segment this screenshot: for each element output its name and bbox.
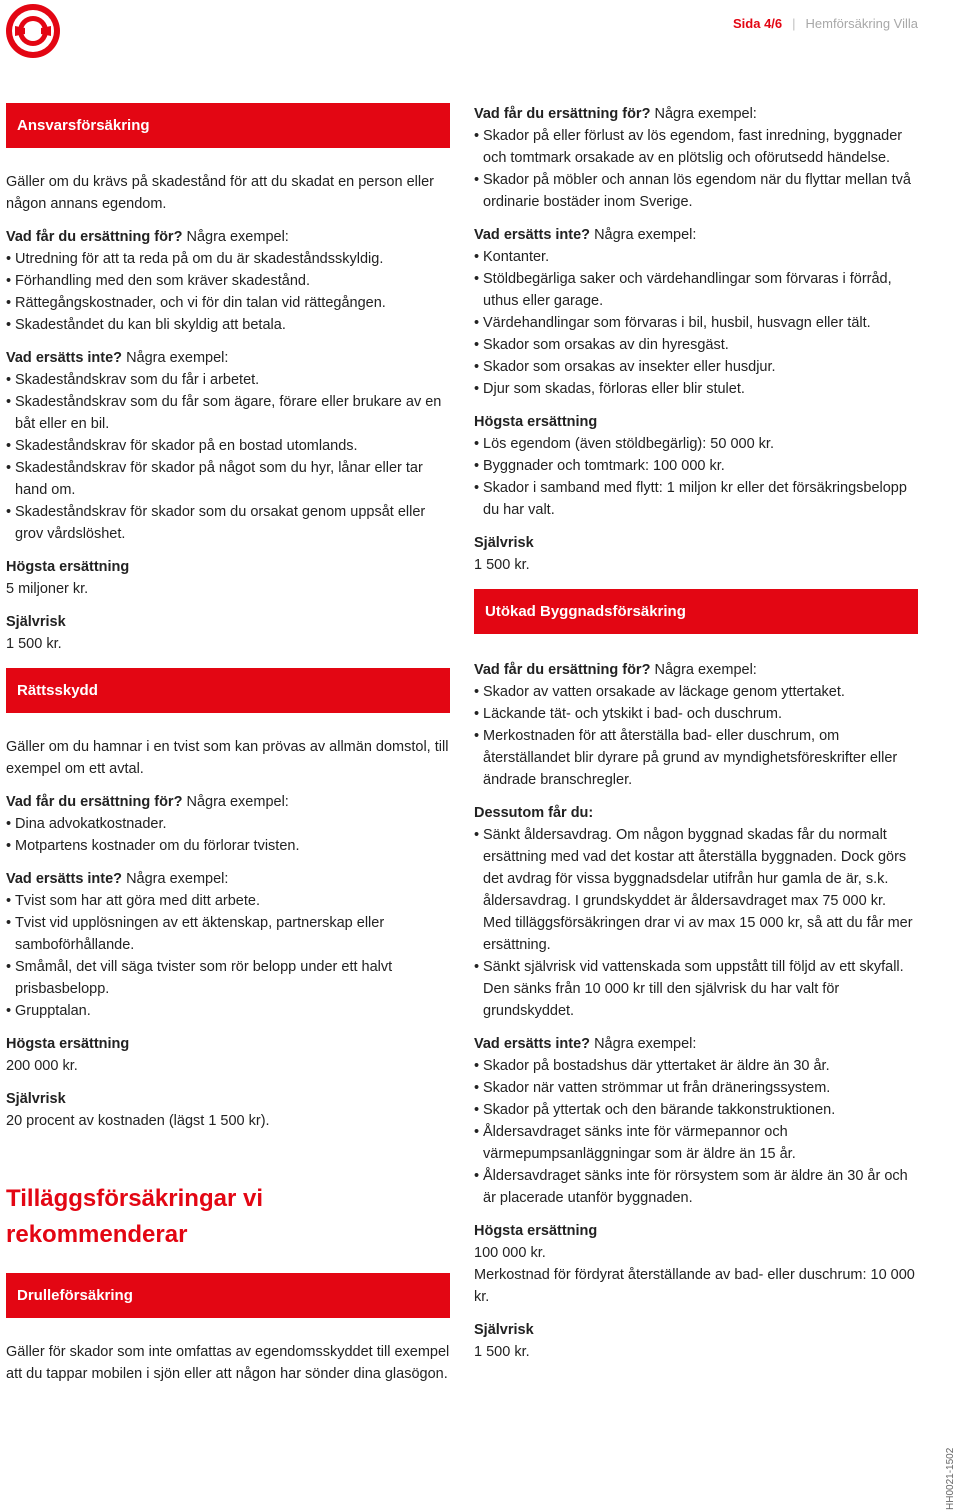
drulle-covered: Vad får du ersättning för? Några exempel: • Skador på eller förlust av lös egendom, fast inredning, byggnader och tomtmark orsakade av en plötslig och oförutsedd händelse. • Skador på möbler och annan lös egendom när du flyttar mellan två ordinarie bostäder inom Sverige. (474, 103, 918, 213)
document-code: HH0021-1502 (945, 1447, 956, 1510)
list-item: • Värdehandlingar som förvaras i bil, husbil, husvagn eller tält. (474, 312, 918, 334)
list-item: • Skador i samband med flytt: 1 miljon kr eller det försäkringsbelopp du har valt. (474, 477, 918, 521)
section-banner-drulle: Drulleförsäkring (6, 1273, 450, 1318)
drulle-max: Högsta ersättning • Lös egendom (även stöldbegärlig): 50 000 kr. • Byggnader och tomtmark: 100 000 kr. • Skador i samband med flytt: 1 miljon kr eller det försäkringsbelopp du har valt. (474, 411, 918, 521)
list-item: • Skador på möbler och annan lös egendom när du flyttar mellan två ordinarie bostäder inom Sverige. (474, 169, 918, 213)
list-item: • Förhandling med den som kräver skadestånd. (6, 270, 450, 292)
ratt-excluded: Vad ersätts inte? Några exempel: • Tvist som har att göra med ditt arbete. • Tvist vid upplösningen av ett äktenskap, partnerskap eller samboförhållande. • Småmål, det vill säga tvister som rör belopp under ett halvt prisbasbelopp. • Grupptalan. (6, 868, 450, 1022)
list-item: • Skador som orsakas av din hyresgäst. (474, 334, 918, 356)
list-item: • Rättegångskostnader, och vi för din talan vid rättegången. (6, 292, 450, 314)
product-name: Hemförsäkring Villa (805, 16, 918, 31)
list-item: • Skador när vatten strömmar ut från dräneringssystem. (474, 1077, 918, 1099)
list-item: • Tvist som har att göra med ditt arbete. (6, 890, 450, 912)
list-item: • Djur som skadas, förloras eller blir stulet. (474, 378, 918, 400)
ratt-covered: Vad får du ersättning för? Några exempel: • Dina advokatkostnader. • Motpartens kostnader om du förlorar tvisten. (6, 791, 450, 857)
drulle-deductible: Självrisk 1 500 kr. (474, 535, 534, 573)
bygg-max: Högsta ersättning 100 000 kr. Merkostnad för fördyrat återställande av bad- eller duschrum: 10 000 kr. (474, 1223, 915, 1305)
addon-title: Tilläggsförsäkringar vi rekommenderar (6, 1185, 263, 1248)
drulle-intro: Gäller för skador som inte omfattas av egendomsskyddet till exempel att du tappar mobilen i sjön eller att någon har sönder dina glasögon. (6, 1344, 450, 1382)
list-item: • Byggnader och tomtmark: 100 000 kr. (474, 455, 918, 477)
list-item: • Sänkt åldersavdrag. Om någon byggnad skadas får du normalt ersättning med vad det kostar att återställa byggnaden. Dock görs det avdrag för vissa byggnadsdelar utifrån hur gamla de är, s.k. åldersavdrag. I grundskyddet är åldersavdraget max 75 000 kr. Med tilläggsförsäkringen drar vi av max 15 000 kr, så att du får mer ersättning. (474, 824, 918, 956)
list-item: • Åldersavdraget sänks inte för rörsystem som är äldre än 30 år och är placerade utanför byggnaden. (474, 1165, 918, 1209)
list-item: • Merkostnaden för att återställa bad- eller duschrum, om återställandet blir dyrare på grund av myndighetsföreskrifter eller ändrade branschregler. (474, 725, 918, 791)
list-item: • Småmål, det vill säga tvister som rör belopp under ett halvt prisbasbelopp. (6, 956, 450, 1000)
page-header: Sida 4/6 | Hemförsäkring Villa (733, 16, 918, 31)
bygg-extra: Dessutom får du: • Sänkt åldersavdrag. Om någon byggnad skadas får du normalt ersättning med vad det kostar att återställa byggnaden. Dock görs det avdrag för vissa byggnadsdelar utifrån hur gamla de är, s.k. åldersavdrag. I grundskyddet är åldersavdraget max 75 000 kr. Med tilläggsförsäkringen drar vi av max 15 000 kr, så att du får mer ersättning. • Sänkt självrisk vid vattenskada som uppstått till följd av ett skyfall. Den sänks från 10 000 kr till den självrisk du har valt för grundskyddet. (474, 802, 918, 1022)
list-item: • Skadeståndskrav för skador på en bostad utomlands. (6, 435, 450, 457)
ansvar-covered: Vad får du ersättning för? Några exempel: • Utredning för att ta reda på om du är skadeståndsskyldig. • Förhandling med den som kräver skadestånd. • Rättegångskostnader, och vi för din talan vid rättegången. • Skadeståndet du kan bli skyldig att betala. (6, 226, 450, 336)
ratt-max: Högsta ersättning 200 000 kr. (6, 1036, 130, 1074)
list-item: • Skadeståndskrav som du får i arbetet. (6, 369, 450, 391)
ansvar-max: Högsta ersättning 5 miljoner kr. (6, 559, 130, 597)
right-column (474, 103, 918, 1374)
list-item: • Motpartens kostnader om du förlorar tvisten. (6, 835, 450, 857)
list-item: • Grupptalan. (6, 1000, 450, 1022)
list-item: • Skador på bostadshus där yttertaket är äldre än 30 år. (474, 1055, 918, 1077)
list-item: • Läckande tät- och ytskikt i bad- och duschrum. (474, 703, 918, 725)
ansvar-intro: Gäller om du krävs på skadestånd för att du skadat en person eller någon annans egendom. (6, 174, 434, 212)
page-number: Sida 4/6 (733, 16, 783, 31)
drulle-excluded: Vad ersätts inte? Några exempel: • Kontanter. • Stöldbegärliga saker och värdehandlingar som förvaras i förråd, uthus eller garage. • Värdehandlingar som förvaras i bil, husbil, husvagn eller tält. • Skador som orsakas av din hyresgäst. • Skador som orsakas av insekter eller husdjur. • Djur som skadas, förloras eller blir stulet. (474, 224, 918, 400)
list-item: • Skador på eller förlust av lös egendom, fast inredning, byggnader och tomtmark orsakade av en plötslig och oförutsedd händelse. (474, 125, 918, 169)
section-banner-rattsskydd: Rättsskydd (6, 668, 450, 713)
list-item: • Skadeståndskrav som du får som ägare, förare eller brukare av en båt eller en bil. (6, 391, 450, 435)
list-item: • Utredning för att ta reda på om du är skadeståndsskyldig. (6, 248, 450, 270)
list-item: • Sänkt självrisk vid vattenskada som uppstått till följd av ett skyfall. Den sänks från 10 000 kr till den självrisk du har valt för grundskyddet. (474, 956, 918, 1022)
list-item: • Kontanter. (474, 246, 918, 268)
list-item: • Dina advokatkostnader. (6, 813, 450, 835)
ratt-deductible: Självrisk 20 procent av kostnaden (lägst 1 500 kr). (6, 1091, 270, 1129)
list-item: • Åldersavdraget sänks inte för värmepannor och värmepumpsanläggningar som är äldre än 15 år. (474, 1121, 918, 1165)
left-column (6, 103, 450, 1396)
bygg-covered: Vad får du ersättning för? Några exempel: • Skador av vatten orsakade av läckage genom yttertaket. • Läckande tät- och ytskikt i bad- och duschrum. • Merkostnaden för att återställa bad- eller duschrum, om återställandet blir dyrare på grund av myndighetsföreskrifter eller ändrade branschregler. (474, 659, 918, 791)
list-item: • Skador på yttertak och den bärande takkonstruktionen. (474, 1099, 918, 1121)
list-item: • Skador av vatten orsakade av läckage genom yttertaket. (474, 681, 918, 703)
list-item: • Skadeståndet du kan bli skyldig att betala. (6, 314, 450, 336)
ansvar-excluded: Vad ersätts inte? Några exempel: • Skadeståndskrav som du får i arbetet. • Skadeståndskrav som du får som ägare, förare eller brukare av en båt eller en bil. • Skadeståndskrav för skador på en bostad utomlands. • Skadeståndskrav för skador på något som du hyr, lånar eller tar hand om. • Skadeståndskrav för skador som du orsakat genom uppsåt eller grov vårdslöshet. (6, 347, 450, 545)
list-item: • Skadeståndskrav för skador på något som du hyr, lånar eller tar hand om. (6, 457, 450, 501)
list-item: • Tvist vid upplösningen av ett äktenskap, partnerskap eller samboförhållande. (6, 912, 450, 956)
list-item: • Skadeståndskrav för skador som du orsakat genom uppsåt eller grov vårdslöshet. (6, 501, 450, 545)
list-item: • Stöldbegärliga saker och värdehandlingar som förvaras i förråd, uthus eller garage. (474, 268, 918, 312)
ansvar-deductible: Självrisk 1 500 kr. (6, 614, 66, 652)
bygg-excluded: Vad ersätts inte? Några exempel: • Skador på bostadshus där yttertaket är äldre än 30 år. • Skador när vatten strömmar ut från dräneringssystem. • Skador på yttertak och den bärande takkonstruktionen. • Åldersavdraget sänks inte för värmepannor och värmepumpsanläggningar som är äldre än 15 år. • Åldersavdraget sänks inte för rörsystem som är äldre än 30 år och är placerade utanför byggnaden. (474, 1033, 918, 1209)
section-banner-ansvar: Ansvarsförsäkring (6, 103, 450, 148)
lifebuoy-logo-icon (5, 3, 61, 59)
list-item: • Lös egendom (även stöldbegärlig): 50 000 kr. (474, 433, 918, 455)
section-banner-byggnad: Utökad Byggnadsförsäkring (474, 589, 918, 634)
bygg-deductible: Självrisk 1 500 kr. (474, 1322, 534, 1360)
list-item: • Skador som orsakas av insekter eller husdjur. (474, 356, 918, 378)
ratt-intro: Gäller om du hamnar i en tvist som kan prövas av allmän domstol, till exempel om ett avtal. (6, 739, 449, 777)
